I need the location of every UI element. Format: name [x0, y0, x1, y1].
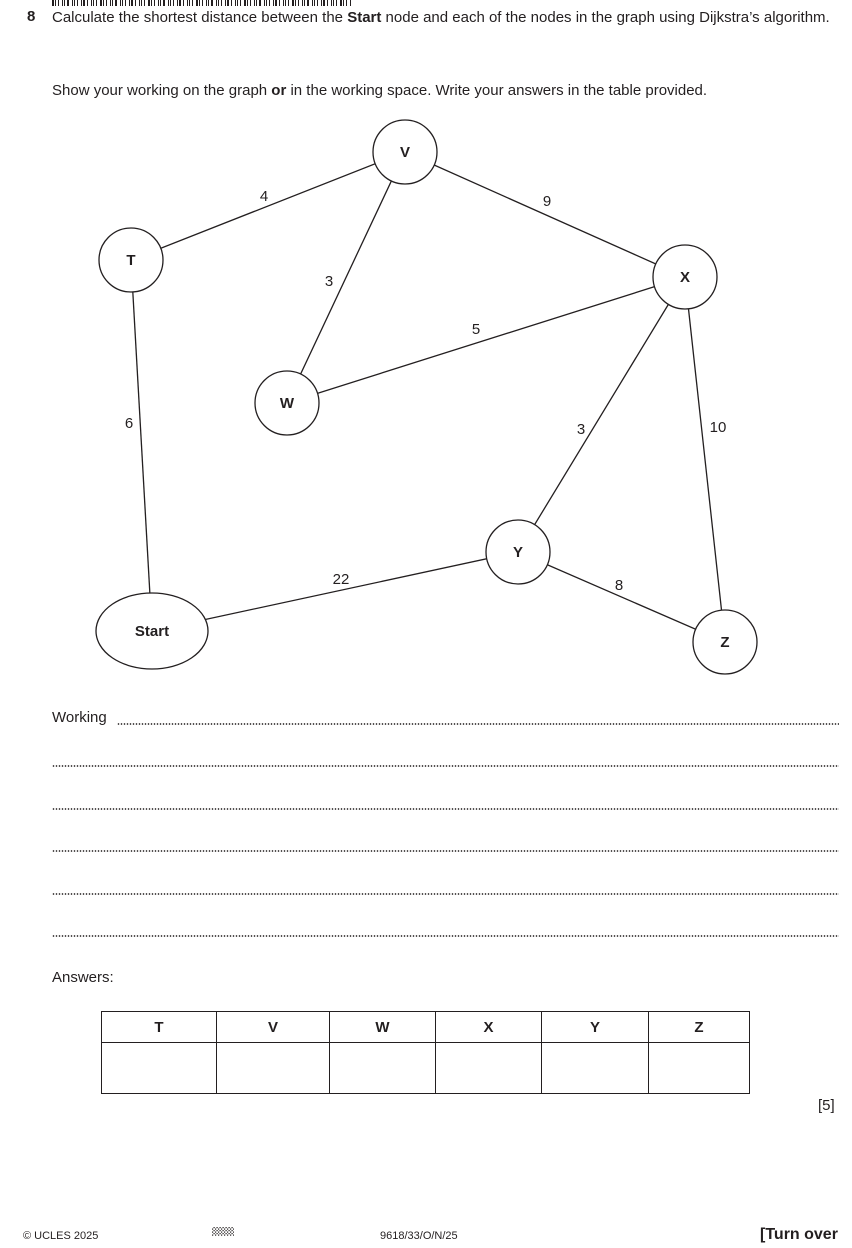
- question-number: 8: [27, 8, 36, 25]
- working-line: [52, 765, 839, 767]
- node-label: Y: [512, 543, 524, 561]
- node-t: [99, 228, 163, 292]
- node-y: [486, 520, 550, 584]
- answer-header-y: Y: [542, 1012, 649, 1043]
- answer-header-v: V: [217, 1012, 330, 1043]
- answers-value-row[interactable]: [102, 1043, 750, 1094]
- answer-header-x: X: [436, 1012, 542, 1043]
- paper-code: 9618/33/O/N/25: [380, 1230, 458, 1242]
- node-label: W: [279, 394, 295, 412]
- answer-cell-y[interactable]: [542, 1043, 649, 1094]
- working-line: [52, 893, 839, 895]
- node-z: [693, 610, 757, 674]
- answer-header-t: T: [102, 1012, 217, 1043]
- edge-v-w: [287, 152, 405, 403]
- start-keyword: Start: [347, 9, 382, 26]
- turn-over: [Turn over: [760, 1226, 838, 1243]
- working-line: [117, 723, 839, 725]
- edge-start-y: [152, 552, 518, 631]
- edge-y-z: [518, 552, 725, 642]
- edge-w-x: [287, 277, 685, 403]
- answers-label: Answers:: [52, 969, 114, 986]
- footer-2d-barcode: [212, 1227, 234, 1236]
- edge-weight-w-x: 5: [471, 320, 481, 338]
- working-line: [52, 850, 839, 852]
- answer-cell-x[interactable]: [436, 1043, 542, 1094]
- node-w: [255, 371, 319, 435]
- node-label: V: [399, 143, 411, 161]
- edge-t-start: [131, 260, 152, 631]
- node-start: [96, 593, 208, 669]
- answer-cell-z[interactable]: [649, 1043, 750, 1094]
- node-v: [373, 120, 437, 184]
- answer-header-w: W: [330, 1012, 436, 1043]
- instruction-text: Show your working on the graph or in the working space. Write your answers in the table provided.: [52, 82, 708, 99]
- working-label: Working: [52, 709, 107, 726]
- node-label: Z: [720, 633, 730, 651]
- answer-cell-w[interactable]: [330, 1043, 436, 1094]
- edge-weight-t-v: 4: [259, 187, 269, 205]
- edge-v-x: [405, 152, 685, 277]
- node-label: Start: [134, 622, 170, 640]
- edge-weight-start-y: 22: [332, 570, 350, 588]
- answer-cell-t[interactable]: [102, 1043, 217, 1094]
- copyright: © UCLES 2025: [23, 1230, 99, 1242]
- edge-weight-v-x: 9: [542, 192, 552, 210]
- answers-header-row: [102, 1012, 750, 1043]
- edge-weight-x-z: 10: [709, 418, 727, 436]
- edge-weight-y-z: 8: [614, 576, 624, 594]
- answer-cell-v[interactable]: [217, 1043, 330, 1094]
- edge-x-y: [518, 277, 685, 552]
- working-line: [52, 808, 839, 810]
- answers-table: [101, 1011, 750, 1094]
- marks-label: [5]: [818, 1097, 835, 1114]
- answer-header-z: Z: [649, 1012, 750, 1043]
- edge-weight-v-w: 3: [324, 272, 334, 290]
- or-keyword: or: [271, 82, 287, 99]
- graph-nodes: [96, 120, 757, 674]
- node-x: [653, 245, 717, 309]
- working-line: [52, 935, 839, 937]
- node-label: X: [679, 268, 691, 286]
- node-label: T: [126, 251, 136, 269]
- edge-weight-t-start: 6: [124, 414, 134, 432]
- edge-t-v: [131, 152, 405, 260]
- edge-weight-x-y: 3: [576, 420, 586, 438]
- question-text: Calculate the shortest distance between the Start node and each of the nodes in the graph using Dijkstra’s algorithm.: [52, 9, 830, 26]
- graph-edges: [125, 152, 727, 642]
- edge-x-z: [685, 277, 725, 642]
